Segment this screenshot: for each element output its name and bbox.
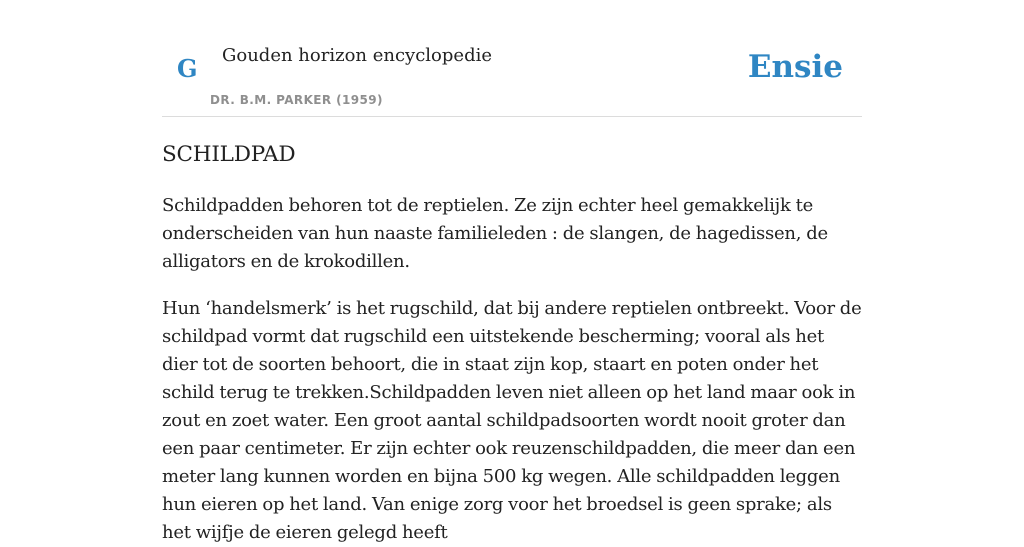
ensie-logo-link[interactable]: Ensie xyxy=(747,49,843,85)
article-headword: SCHILDPAD xyxy=(162,142,296,167)
article-paragraph: Schildpadden behoren tot de reptielen. Ze zijn echter heel gemakkelijk te onderscheiden van hun naaste familieleden : de slangen, de hagedissen, de alligators en de krokodillen. xyxy=(162,195,828,272)
source-author: DR. B.M. PARKER (1959) xyxy=(210,93,383,107)
article xyxy=(162,138,864,547)
source-logo-link[interactable]: G xyxy=(177,54,198,83)
article-paragraph: Hun ‘handelsmerk’ is het rugschild, dat bij andere reptielen ontbreekt. Voor de schildpad vormt dat rugschild een uitstekende bescherming; vooral als het dier tot de soorten behoort, die in staat zijn kop, staart en poten onder het schild terug te trekken.Schildpadden leven niet alleen op het land maar ook in zout en zoet water. Een groot aantal schildpadsoorten wordt nooit groter dan een paar centimeter. Er zijn echter ook reuzenschildpadden, die meer dan een meter lang kunnen worden en bijna 500 kg wegen. Alle schildpadden leggen hun eieren op het land. Van enige zorg voor het broedsel is geen sprake; als het wijfje de eieren gelegd heeft xyxy=(162,298,862,543)
source-title-link[interactable]: Gouden horizon encyclopedie xyxy=(222,45,492,66)
source-header xyxy=(162,0,862,117)
